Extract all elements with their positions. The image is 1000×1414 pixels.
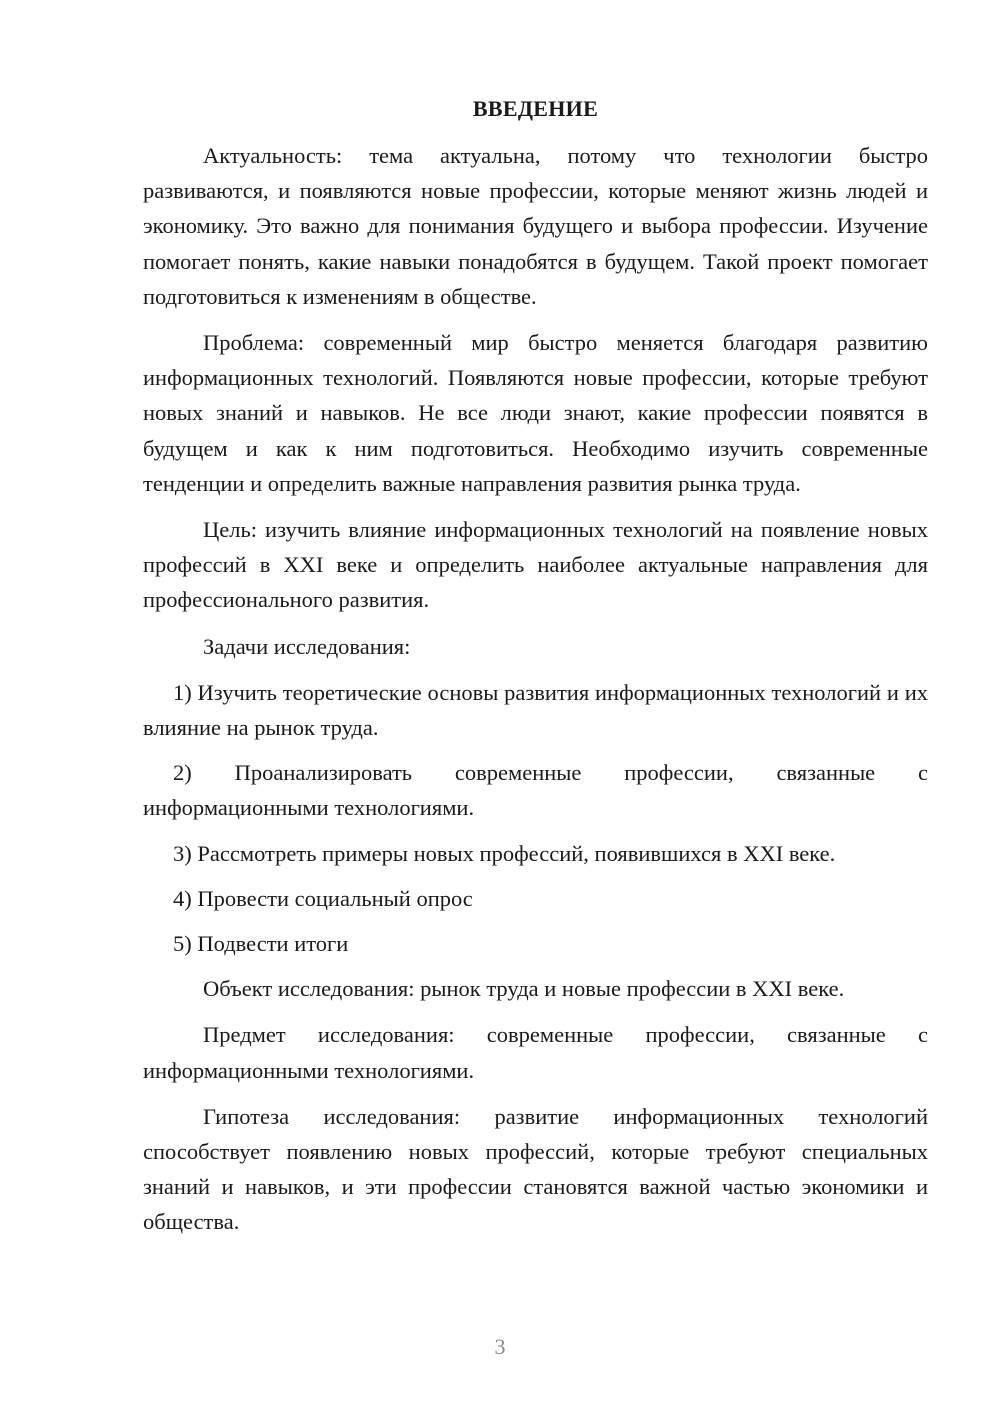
page-content bbox=[143, 94, 928, 1251]
task-item-4: 4) Провести социальный опрос bbox=[173, 885, 473, 911]
subject-paragraph: Предмет исследования: современные профессии, связанные с информационными технологиями. bbox=[143, 1022, 928, 1083]
section-heading: ВВЕДЕНИЕ bbox=[472, 96, 599, 121]
task-item-2: 2) Проанализировать современные профессии, связанные с информационными технологиями. bbox=[143, 760, 928, 821]
page-number: 3 bbox=[494, 1334, 506, 1359]
task-item-3: 3) Рассмотреть примеры новых профессий, появившихся в XXI веке. bbox=[173, 840, 836, 866]
task-item-1: 1) Изучить теоретические основы развития информационных технологий и их влияние на рынок труда. bbox=[143, 679, 928, 741]
relevance-paragraph: Актуальность: тема актуальна, потому что технологии быстро развиваются, и появляются новые профессии, которые меняют жизнь людей и экономику. Это важно для понимания будущего и выбора профессии. Изучение помогает понять, какие навыки понадобятся в будущем. Такой проект помогает подготовиться к изменениям в обществе. bbox=[143, 143, 928, 309]
goal-paragraph: Цель: изучить влияние информационных технологий на появление новых профессий в XXI веке и определить наиболее актуальные направления для профессионального развития. bbox=[143, 517, 928, 613]
task-item-5: 5) Подвести итоги bbox=[173, 931, 349, 957]
object-paragraph: Объект исследования: рынок труда и новые профессии в XXI веке. bbox=[203, 976, 845, 1002]
hypothesis-paragraph: Гипотеза исследования: развитие информационных технологий способствует появлению новых профессий, которые требуют специальных знаний и навыков, и эти профессии становятся важной частью экономики и общества. bbox=[143, 1103, 928, 1235]
tasks-intro: Задачи исследования: bbox=[203, 633, 411, 659]
problem-paragraph: Проблема: современный мир быстро меняется благодаря развитию информационных технологий. Появляются новые профессии, которые требуют новых знаний и навыков. Не все люди знают, какие профессии появятся в будущем и как к ним подготовиться. Необходимо изучить современные тенденции и определить важные направления развития рынка труда. bbox=[143, 330, 928, 496]
tasks-list bbox=[143, 675, 928, 961]
